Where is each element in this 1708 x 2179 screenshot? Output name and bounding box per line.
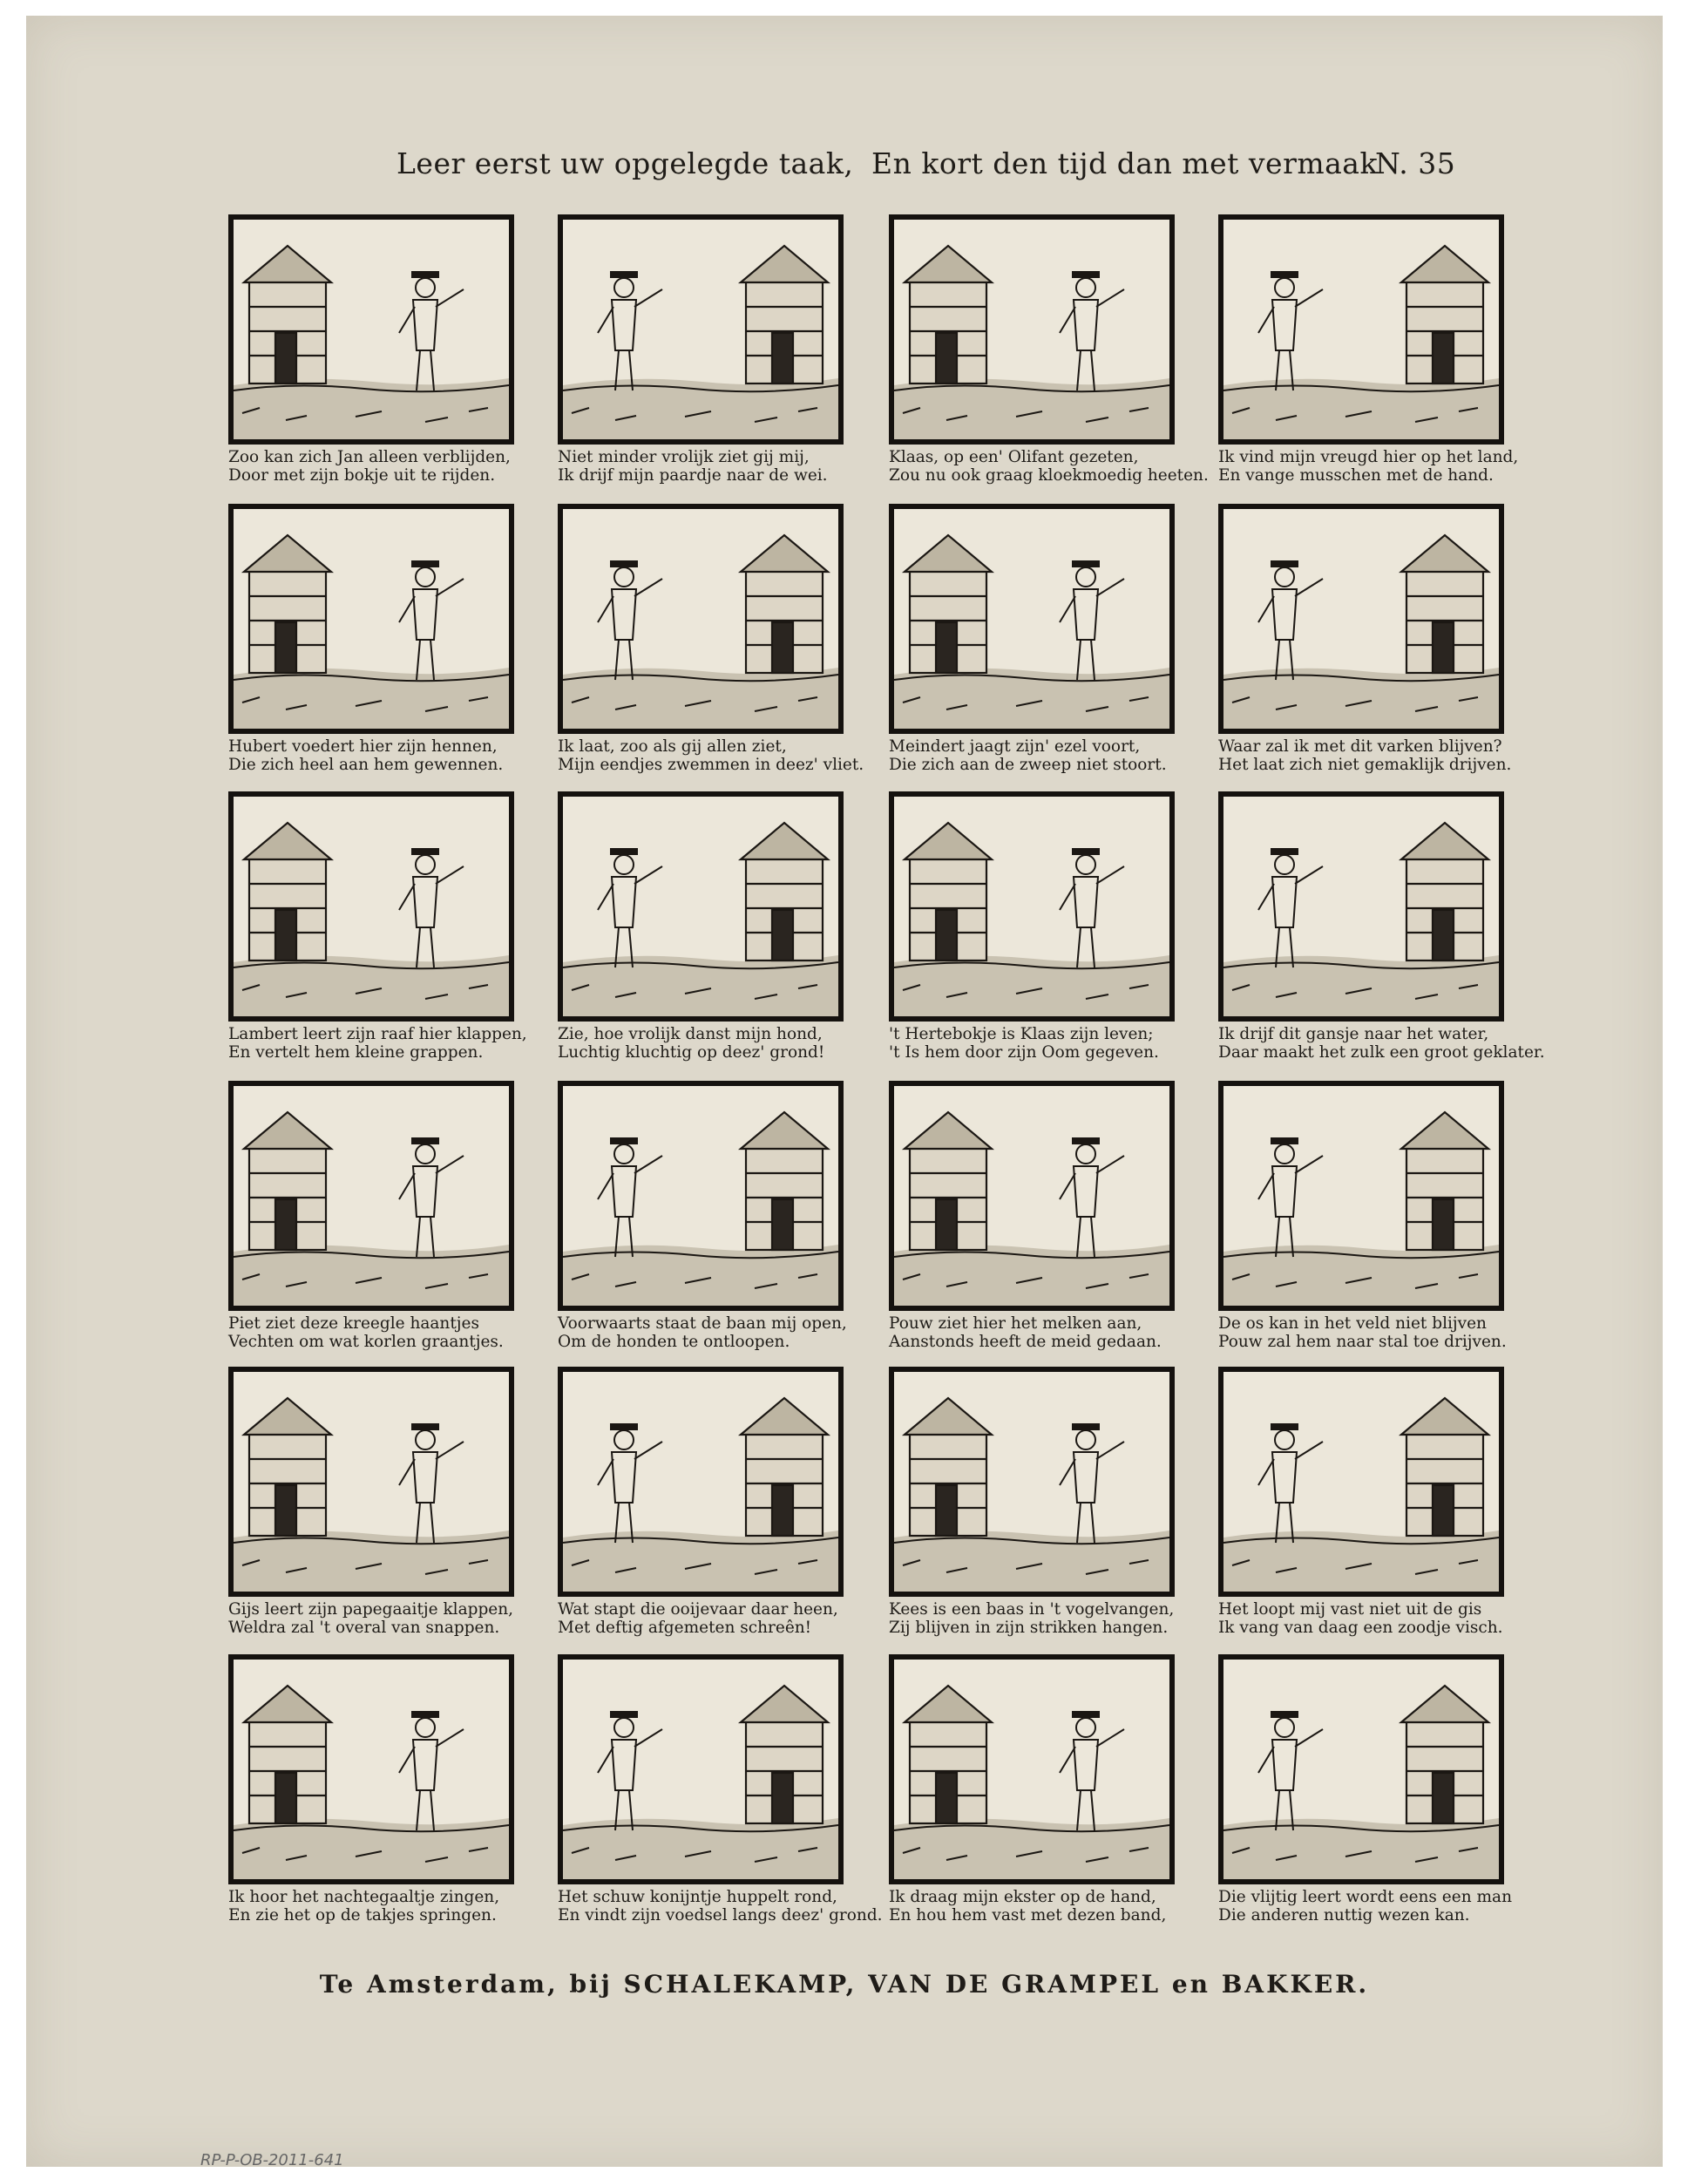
- verse-caption: [228, 448, 516, 485]
- verse-line-2: Zou nu ook graag kloekmoedig heeten.: [889, 466, 1209, 485]
- verse-caption: [1218, 737, 1512, 774]
- verse-line-2: En vange musschen met de hand.: [1218, 466, 1494, 485]
- verse-line-2: Het laat zich niet gemaklijk drijven.: [1218, 756, 1512, 774]
- verse-caption: [889, 448, 1209, 485]
- verse-caption: [558, 737, 864, 774]
- verse-caption: [558, 1025, 845, 1062]
- verse-line-1: Niet minder vrolijk ziet gij mij,: [558, 448, 810, 466]
- verse-caption: [1218, 1888, 1512, 1924]
- verse-line-2: Luchtig kluchtig op deez' grond!: [558, 1043, 825, 1062]
- woodcut-illustration: [558, 504, 844, 734]
- woodcut-illustration: [228, 791, 514, 1022]
- woodcut-illustration: [889, 1654, 1175, 1884]
- woodcut-illustration: [1218, 1654, 1504, 1884]
- woodcut-cell: [558, 214, 845, 485]
- woodcut-cell: [1218, 1081, 1506, 1351]
- woodcut-cell: [889, 1654, 1176, 1924]
- verse-line-1: Ik draag mijn ekster op de hand,: [889, 1888, 1156, 1906]
- woodcut-cell: [228, 791, 527, 1062]
- verse-line-2: Pouw zal hem naar stal toe drijven.: [1218, 1333, 1507, 1351]
- woodcut-cell: [558, 1367, 845, 1637]
- woodcut-illustration: [228, 504, 514, 734]
- woodcut-illustration: [1218, 1367, 1504, 1597]
- woodcut-illustration: [889, 214, 1175, 445]
- verse-caption: [558, 1314, 845, 1351]
- woodcut-illustration: [1218, 214, 1504, 445]
- verse-line-1: Hubert voedert hier zijn hennen,: [228, 737, 498, 756]
- verse-line-1: Ik laat, zoo als gij allen ziet,: [558, 737, 787, 756]
- woodcut-illustration: [1218, 791, 1504, 1022]
- woodcut-cell: [228, 1081, 516, 1351]
- woodcut-cell: [1218, 214, 1519, 485]
- verse-line-2: Die zich aan de zweep niet stoort.: [889, 756, 1167, 774]
- verse-line-2: Ik vang van daag een zoodje visch.: [1218, 1619, 1503, 1637]
- verse-line-1: Het loopt mij vast niet uit de gis: [1218, 1600, 1482, 1619]
- verse-line-2: Door met zijn bokje uit te rijden.: [228, 466, 496, 485]
- woodcut-cell: [558, 1081, 845, 1351]
- woodcut-cell: [1218, 791, 1545, 1062]
- verse-caption: [889, 1314, 1176, 1351]
- woodcut-cell: [889, 791, 1176, 1062]
- verse-line-1: Voorwaarts staat de baan mij open,: [558, 1314, 847, 1333]
- woodcut-cell: [889, 1081, 1176, 1351]
- sheet-number: N. 35: [1375, 146, 1456, 180]
- woodcut-cell: [558, 1654, 883, 1924]
- verse-line-2: 't Is hem door zijn Oom gegeven.: [889, 1043, 1159, 1062]
- verse-line-1: Wat stapt die ooijevaar daar heen,: [558, 1600, 838, 1619]
- woodcut-cell: [1218, 1654, 1512, 1924]
- verse-line-1: Meindert jaagt zijn' ezel voort,: [889, 737, 1141, 756]
- verse-caption: [228, 1314, 516, 1351]
- verse-caption: [1218, 1025, 1545, 1062]
- verse-line-2: Zij blijven in zijn strikken hangen.: [889, 1619, 1169, 1637]
- woodcut-cell: [1218, 1367, 1506, 1637]
- verse-line-1: Zoo kan zich Jan alleen verblijden,: [228, 448, 511, 466]
- verse-line-2: Aanstonds heeft de meid gedaan.: [889, 1333, 1162, 1351]
- verse-line-2: En vertelt hem kleine grappen.: [228, 1043, 484, 1062]
- woodcut-illustration: [889, 791, 1175, 1022]
- verse-caption: [1218, 1314, 1506, 1351]
- verse-line-2: Ik drijf mijn paardje naar de wei.: [558, 466, 828, 485]
- woodcut-cell: [228, 504, 516, 774]
- verse-line-2: Die zich heel aan hem gewennen.: [228, 756, 504, 774]
- woodcut-illustration: [889, 1081, 1175, 1311]
- woodcut-illustration: [889, 504, 1175, 734]
- woodcut-grid: [26, 16, 1663, 2167]
- verse-caption: [889, 1025, 1176, 1062]
- verse-line-2: Met deftig afgemeten schreên!: [558, 1619, 812, 1637]
- woodcut-cell: [228, 1654, 516, 1924]
- verse-line-1: Ik vind mijn vreugd hier op het land,: [1218, 448, 1519, 466]
- woodcut-cell: [1218, 504, 1512, 774]
- verse-line-2: Om de honden te ontloopen.: [558, 1333, 790, 1351]
- broadsheet-page: [26, 16, 1663, 2167]
- verse-line-1: Piet ziet deze kreegle haantjes: [228, 1314, 479, 1333]
- woodcut-cell: [889, 214, 1209, 485]
- verse-line-1: Die vlijtig leert wordt eens een man: [1218, 1888, 1512, 1906]
- woodcut-illustration: [228, 214, 514, 445]
- woodcut-illustration: [558, 1367, 844, 1597]
- inventory-number: RP-P-OB-2011-641: [200, 2151, 344, 2169]
- woodcut-cell: [558, 504, 864, 774]
- verse-line-1: Het schuw konijntje huppelt rond,: [558, 1888, 837, 1906]
- verse-line-2: Weldra zal 't overal van snappen.: [228, 1619, 500, 1637]
- verse-caption: [889, 737, 1176, 774]
- woodcut-illustration: [558, 1654, 844, 1884]
- verse-line-1: Lambert leert zijn raaf hier klappen,: [228, 1025, 527, 1043]
- verse-caption: [228, 1888, 516, 1924]
- verse-line-2: Mijn eendjes zwemmen in deez' vliet.: [558, 756, 864, 774]
- verse-line-2: En hou hem vast met dezen band,: [889, 1906, 1167, 1924]
- verse-line-2: En vindt zijn voedsel langs deez' grond.: [558, 1906, 883, 1924]
- verse-caption: [228, 1025, 527, 1062]
- verse-caption: [228, 737, 516, 774]
- verse-line-1: Pouw ziet hier het melken aan,: [889, 1314, 1142, 1333]
- publisher-imprint: Te Amsterdam, bij SCHALEKAMP, VAN DE GRAMPEL en BAKKER.: [319, 1970, 1370, 1999]
- verse-caption: [558, 448, 845, 485]
- verse-caption: [558, 1888, 883, 1924]
- verse-caption: [889, 1888, 1176, 1924]
- verse-line-1: Ik hoor het nachtegaaltje zingen,: [228, 1888, 500, 1906]
- verse-line-1: Gijs leert zijn papegaaitje klappen,: [228, 1600, 514, 1619]
- woodcut-illustration: [1218, 504, 1504, 734]
- verse-line-1: Klaas, op een' Olifant gezeten,: [889, 448, 1139, 466]
- verse-caption: [1218, 1600, 1506, 1637]
- verse-line-2: Vechten om wat korlen graantjes.: [228, 1333, 504, 1351]
- verse-line-1: Ik drijf dit gansje naar het water,: [1218, 1025, 1489, 1043]
- woodcut-cell: [889, 504, 1176, 774]
- verse-caption: [558, 1600, 845, 1637]
- woodcut-illustration: [228, 1654, 514, 1884]
- heading-right: En kort den tijd dan met vermaak: [871, 146, 1378, 180]
- verse-caption: [1218, 448, 1519, 485]
- woodcut-illustration: [1218, 1081, 1504, 1311]
- woodcut-illustration: [558, 791, 844, 1022]
- verse-line-2: Daar maakt het zulk een groot geklater.: [1218, 1043, 1545, 1062]
- verse-line-2: Die anderen nuttig wezen kan.: [1218, 1906, 1470, 1924]
- woodcut-illustration: [228, 1367, 514, 1597]
- woodcut-illustration: [558, 214, 844, 445]
- verse-line-1: De os kan in het veld niet blijven: [1218, 1314, 1487, 1333]
- woodcut-illustration: [889, 1367, 1175, 1597]
- woodcut-cell: [228, 214, 516, 485]
- woodcut-cell: [228, 1367, 516, 1637]
- verse-line-1: 't Hertebokje is Klaas zijn leven;: [889, 1025, 1154, 1043]
- verse-line-2: En zie het op de takjes springen.: [228, 1906, 497, 1924]
- verse-line-1: Zie, hoe vrolijk danst mijn hond,: [558, 1025, 823, 1043]
- verse-caption: [889, 1600, 1176, 1637]
- verse-line-1: Waar zal ik met dit varken blijven?: [1218, 737, 1502, 756]
- verse-line-1: Kees is een baas in 't vogelvangen,: [889, 1600, 1175, 1619]
- woodcut-cell: [889, 1367, 1176, 1637]
- verse-caption: [228, 1600, 516, 1637]
- woodcut-illustration: [558, 1081, 844, 1311]
- woodcut-cell: [558, 791, 845, 1062]
- heading-left: Leer eerst uw opgelegde taak,: [396, 146, 854, 180]
- woodcut-illustration: [228, 1081, 514, 1311]
